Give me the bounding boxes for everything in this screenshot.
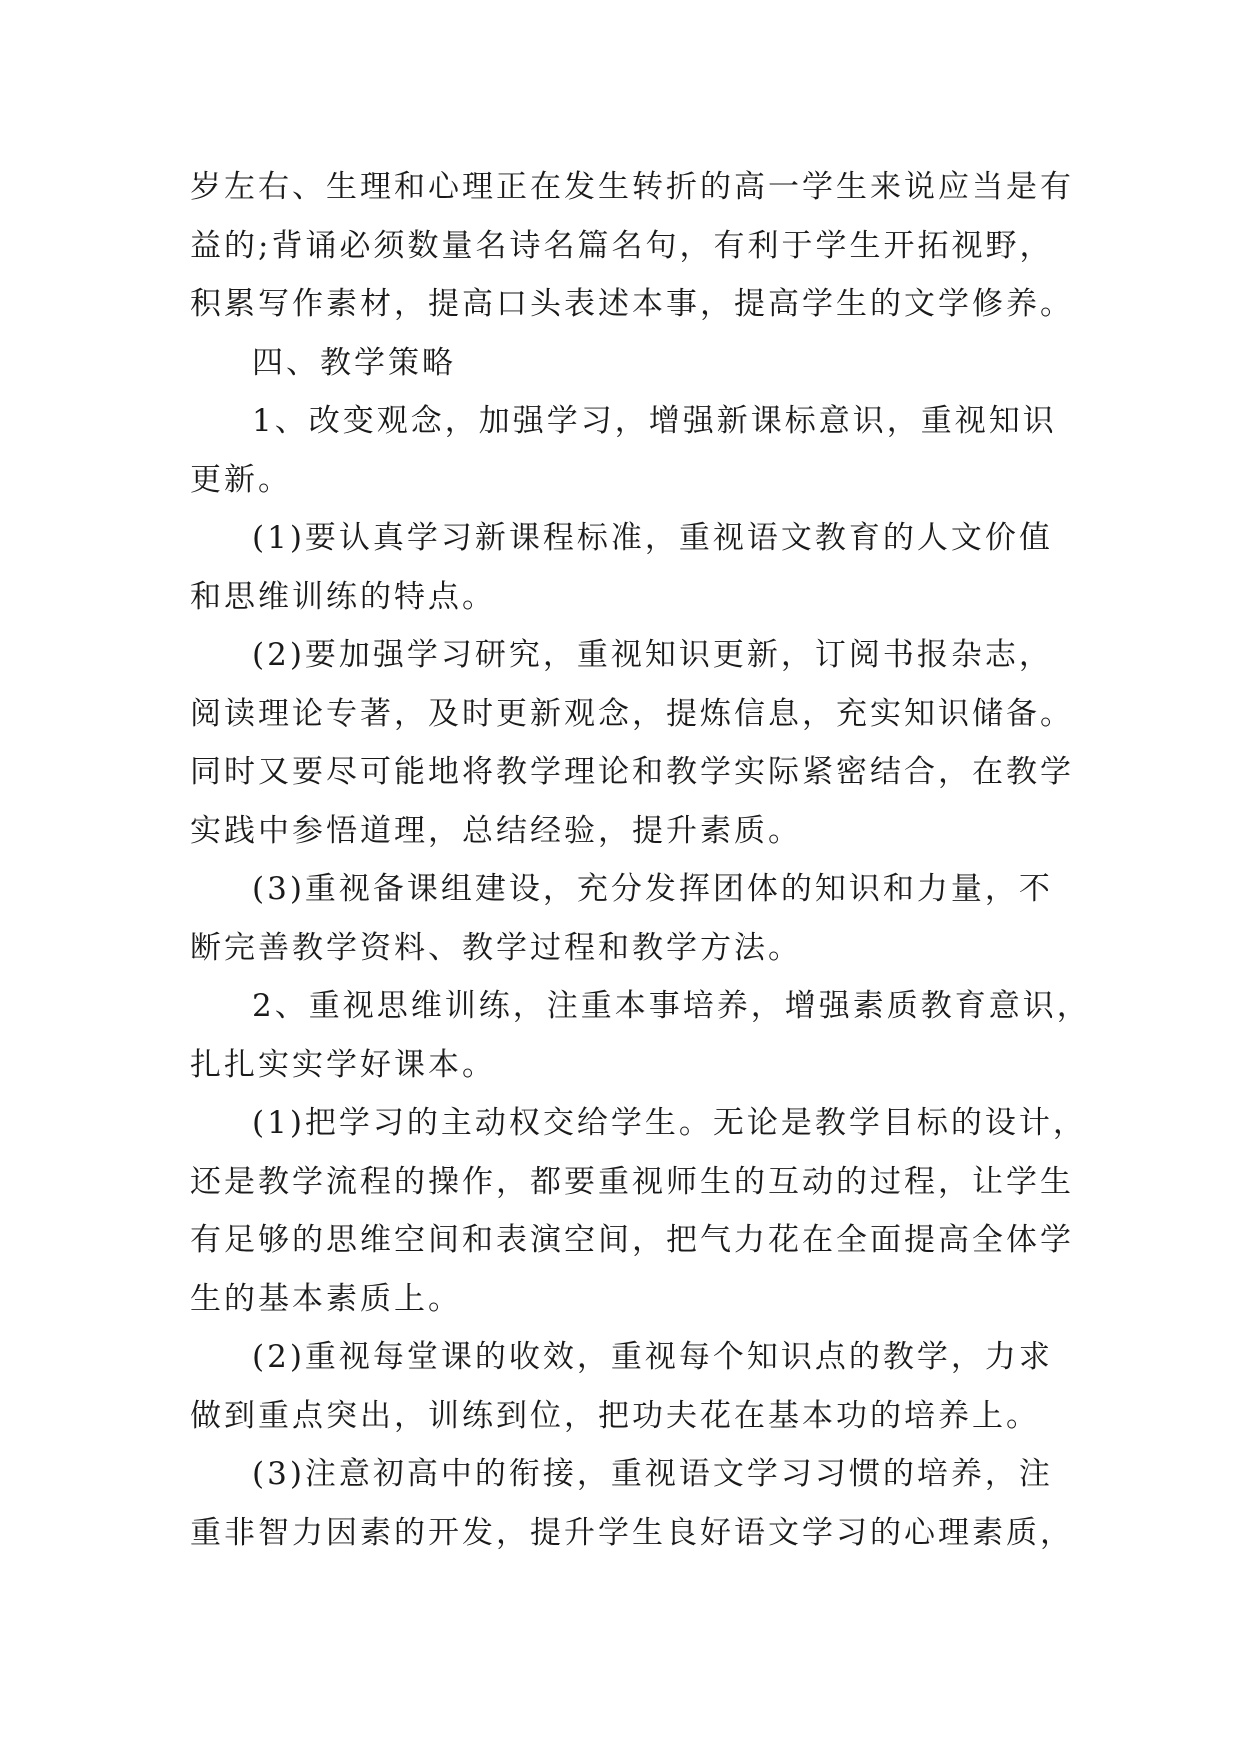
text-line: 扎扎实实学好课本。 xyxy=(190,1046,496,1083)
text-line: 岁左右、生理和心理正在发生转折的高一学生来说应当是有 xyxy=(190,169,1074,205)
document-body xyxy=(190,158,1091,1562)
text-line: (1)把学习的主动权交给学生。无论是教学目标的设计， xyxy=(252,1105,1087,1141)
text-line: 1、改变观念，加强学习，增强新课标意识，重视知识 xyxy=(252,403,1057,439)
text-line: (2)要加强学习研究，重视知识更新，订阅书报杂志， xyxy=(252,637,1053,673)
text-line: (2)重视每堂课的收效，重视每个知识点的教学，力求 xyxy=(252,1339,1053,1375)
text-line: 同时又要尽可能地将教学理论和教学实际紧密结合，在教学 xyxy=(190,754,1074,790)
text-line: 生的基本素质上。 xyxy=(190,1280,462,1317)
text-line: 重非智力因素的开发，提升学生良好语文学习的心理素质， xyxy=(190,1514,1074,1551)
text-line: (3)注意初高中的衔接，重视语文学习习惯的培养，注 xyxy=(252,1456,1053,1492)
text-line: 积累写作素材，提高口头表述本事，提高学生的文学修养。 xyxy=(190,286,1074,322)
text-line: 断完善教学资料、教学过程和教学方法。 xyxy=(190,929,802,966)
text-line: 做到重点突出，训练到位，把功夫花在基本功的培养上。 xyxy=(190,1397,1040,1434)
text-line: 实践中参悟道理，总结经验，提升素质。 xyxy=(190,812,802,849)
text-line: (1)要认真学习新课程标准，重视语文教育的人文价值 xyxy=(252,520,1053,556)
text-line: 益的;背诵必须数量名诗名篇名句，有利于学生开拓视野， xyxy=(190,227,1054,264)
section-heading: 四、教学策略 xyxy=(252,344,456,381)
text-line: 和思维训练的特点。 xyxy=(190,578,496,615)
text-line: 更新。 xyxy=(190,461,292,498)
text-line: 有足够的思维空间和表演空间，把气力花在全面提高全体学 xyxy=(190,1222,1074,1258)
text-line: (3)重视备课组建设，充分发挥团体的知识和力量，不 xyxy=(252,871,1053,907)
text-line: 还是教学流程的操作，都要重视师生的互动的过程，让学生 xyxy=(190,1163,1074,1200)
text-line: 阅读理论专著，及时更新观念，提炼信息，充实知识储备。 xyxy=(190,695,1074,732)
text-line: 2、重视思维训练，注重本事培养，增强素质教育意识， xyxy=(252,988,1091,1024)
